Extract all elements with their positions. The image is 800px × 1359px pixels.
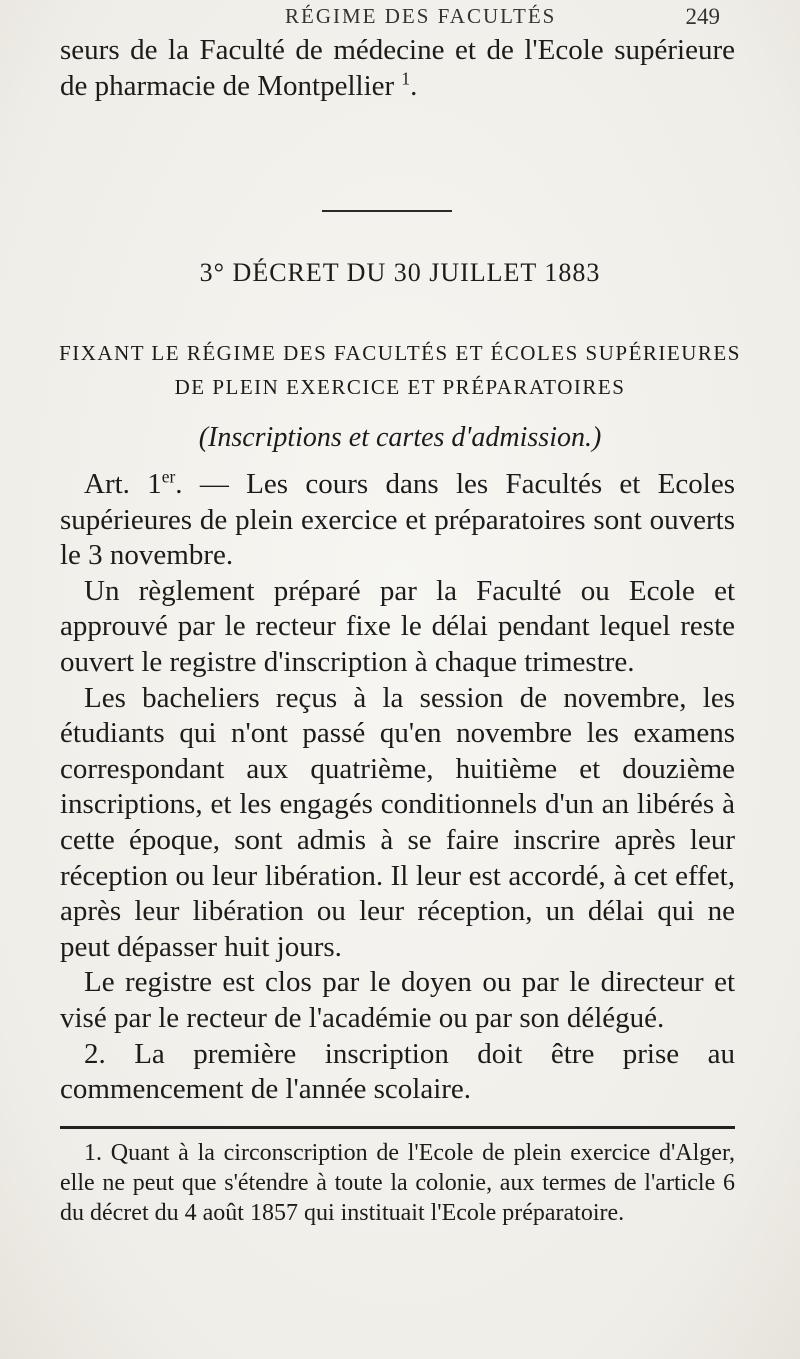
decree-title: 3° DÉCRET DU 30 JUILLET 1883: [199, 258, 601, 287]
footnote-text: 1. Quant à la circonscription de l'Ecole de plein exercice d'Alger, elle ne peut que s'étendre à toute la colonie, aux termes de l'article 6 du décret du 4 août 1857 qui instituait l'Ecole préparatoire.: [60, 1140, 735, 1226]
decree-body: [60, 467, 735, 1108]
footnote-divider: [60, 1126, 735, 1129]
paragraph: Les bacheliers reçus à la session de novembre, les étudiants qui n'ont passé qu'en novembre les examens correspondant aux quatrième, huitième et douzième inscriptions, et les engagés conditionnels d'un an libérés à cette époque, sont admis à se faire inscrire après leur réception ou leur libération. Il leur est accordé, à cet effet, après leur libération ou leur réception, un délai qui ne peut dépasser huit jours.: [60, 681, 735, 963]
article-1-paragraph: [60, 467, 735, 574]
decree-subtitle-line-1: FIXANT LE RÉGIME DES FACULTÉS ET ÉCOLES SUPÉRIEURES: [59, 341, 741, 365]
section-divider: [322, 210, 452, 212]
decree-italic-heading: (Inscriptions et cartes d'admission.): [198, 422, 602, 453]
article-1-label: Art. 1: [84, 468, 162, 500]
decree-subtitle: [0, 336, 800, 404]
page-number: 249: [685, 4, 720, 29]
paragraph: Le registre est clos par le doyen ou par le directeur et visé par le recteur de l'académie ou par son délégué.: [60, 966, 735, 1034]
paragraph: Un règlement préparé par la Faculté ou Ecole et approuvé par le recteur fixe le délai pendant lequel reste ouvert le registre d'inscription à chaque trimestre.: [60, 574, 735, 678]
footnote: [60, 1138, 735, 1228]
paragraph: 2. La première inscription doit être prise au commencement de l'année scolaire.: [60, 1037, 735, 1106]
decree-subtitle-line-2: DE PLEIN EXERCICE ET PRÉPARATOIRES: [174, 375, 626, 399]
intro-paragraph: seurs de la Faculté de médecine et de l'Ecole supérieure de pharmacie de Montpellier $^1$.: [60, 34, 735, 102]
running-head-title: RÉGIME DES FACULTÉS: [285, 4, 557, 28]
article-1-label-superscript: er: [161, 466, 176, 487]
footnote-reference: 1: [401, 67, 411, 88]
intro-text: seurs de la Faculté de médecine et de l'Ecole supérieure de pharmacie de Montpellier: [60, 34, 735, 102]
article-1-text: . — Les cours dans les Facultés et Ecoles supérieures de plein exercice et préparatoires sont ouverts le 3 novembre.: [60, 468, 735, 572]
running-head: [0, 4, 800, 34]
